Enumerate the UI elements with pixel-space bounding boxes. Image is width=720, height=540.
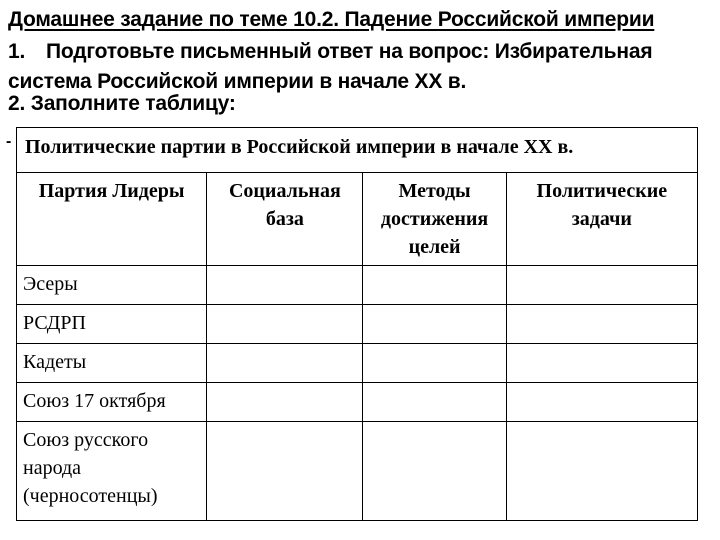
methods-cell[interactable]	[363, 344, 506, 383]
party-name-cell: Кадеты	[17, 344, 207, 383]
methods-cell[interactable]	[363, 266, 506, 305]
header-political-goals: Политические задачи	[506, 173, 697, 266]
social-base-cell[interactable]	[207, 383, 363, 422]
table-caption-row	[17, 128, 698, 173]
header-methods: Методы достижения целей	[363, 173, 506, 266]
table-header-row	[17, 173, 698, 266]
header-social-base: Социальная база	[207, 173, 363, 266]
task-1	[8, 37, 708, 97]
table-row	[17, 305, 698, 344]
goals-cell[interactable]	[506, 383, 697, 422]
social-base-cell[interactable]	[207, 305, 363, 344]
party-name-cell: Союз русского народа (черносотенцы)	[17, 422, 207, 521]
task-1-text: Подготовьте письменный ответ на вопрос: Избирательная система Российской империи в начале XX в.	[8, 40, 653, 93]
party-name-cell: Союз 17 октября	[17, 383, 207, 422]
dash-marker: -	[6, 133, 12, 150]
table-row	[17, 344, 698, 383]
party-name-cell: РСДРП	[17, 305, 207, 344]
table-row	[17, 422, 698, 521]
goals-cell[interactable]	[506, 266, 697, 305]
header-party-leaders: Партия Лидеры	[17, 173, 207, 266]
social-base-cell[interactable]	[207, 344, 363, 383]
parties-table	[16, 127, 698, 521]
social-base-cell[interactable]	[207, 266, 363, 305]
task-1-number: 1.	[8, 40, 26, 63]
table-row	[17, 266, 698, 305]
methods-cell[interactable]	[363, 422, 506, 521]
goals-cell[interactable]	[506, 422, 697, 521]
goals-cell[interactable]	[506, 305, 697, 344]
goals-cell[interactable]	[506, 344, 697, 383]
methods-cell[interactable]	[363, 305, 506, 344]
table-caption: Политические партии в Российской империи в начале XX в.	[17, 128, 698, 173]
social-base-cell[interactable]	[207, 422, 363, 521]
task-2: 2. Заполните таблицу:	[8, 92, 236, 115]
assignment-title: Домашнее задание по теме 10.2. Падение Российской империи	[8, 8, 655, 31]
party-name-cell: Эсеры	[17, 266, 207, 305]
table-row	[17, 383, 698, 422]
methods-cell[interactable]	[363, 383, 506, 422]
